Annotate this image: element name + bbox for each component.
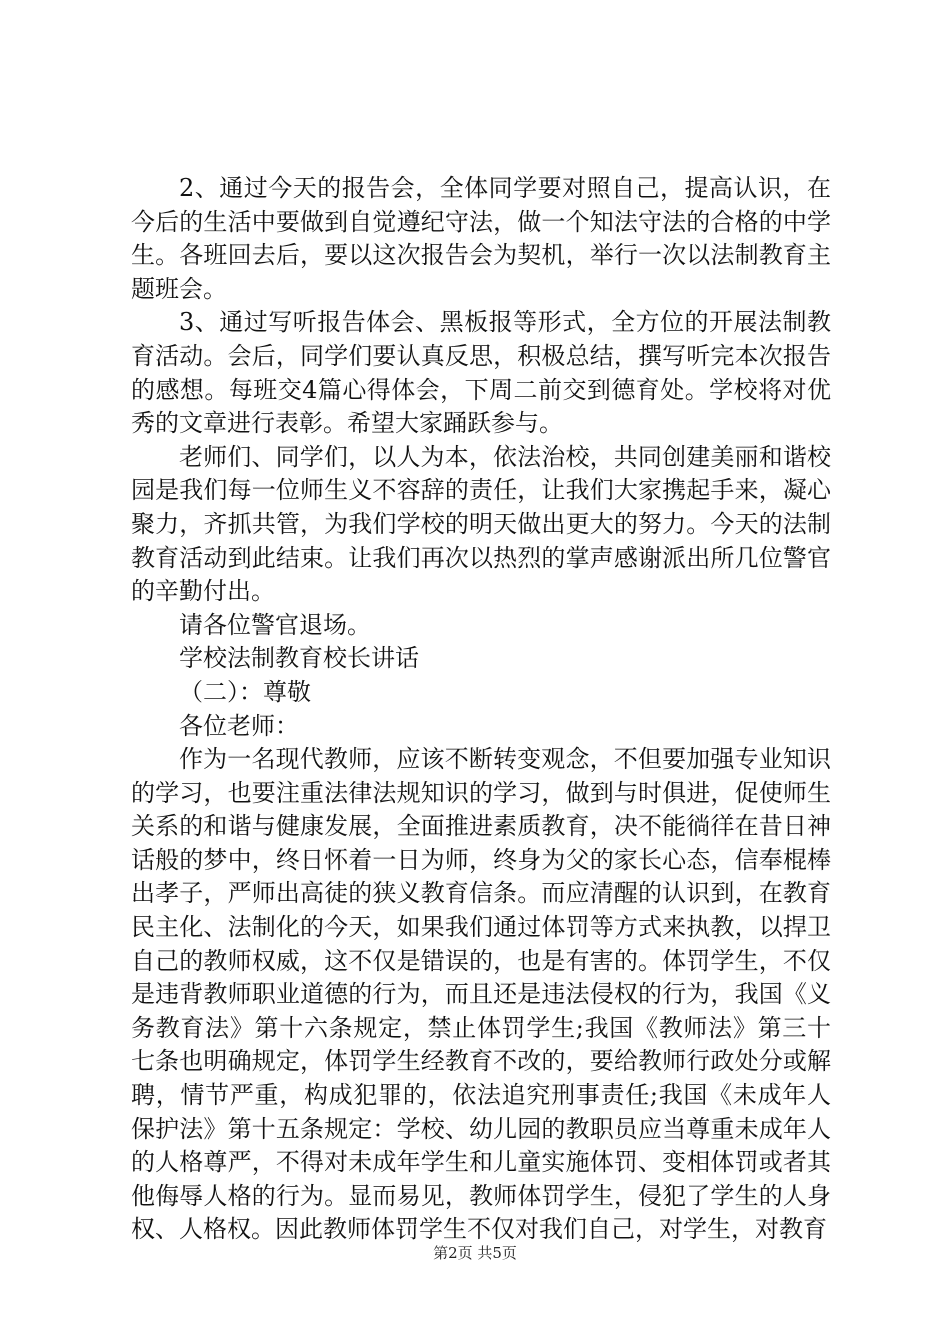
salutation: 各位老师： xyxy=(179,711,299,740)
paragraph-3: 老师们、同学们，以人为本，依法治校，共同创建美丽和谐校园是我们每一位师生义不容辞的责任，让我们大家携起手来，凝心聚力，齐抓共管，为我们学校的明天做出更大的努力。今天的法制教育活动到此结束。让我们再次以热烈的掌声感谢派出所几位警官的辛勤付出。 xyxy=(131,442,831,606)
paragraph-1: 2、通过今天的报告会，全体同学要对照自己，提高认识，在今后的生活中要做到自觉遵纪守法，做一个知法守法的合格的中学生。各班回去后，要以这次报告会为契机，举行一次以法制教育主题班会。 xyxy=(131,174,831,303)
section-title: 学校法制教育校长讲话 xyxy=(179,644,419,673)
page-footer: 第2页 共5页 xyxy=(433,1244,517,1262)
paragraph-body: 作为一名现代教师，应该不断转变观念，不但要加强专业知识的学习，也要注重法律法规知识的学习，做到与时俱进，促使师生关系的和谐与健康发展，全面推进素质教育，决不能徜徉在昔日神话般的梦中，终日怀着一日为师，终身为父的家长心态，信奉棍棒出孝子，严师出高徒的狭义教育信条。而应清醒的认识到，在教育民主化、法制化的今天，如果我们通过体罚等方式来执教，以捍卫自己的教师权威，这不仅是错误的，也是有害的。体罚学生，不仅是违背教师职业道德的行为，而且还是违法侵权的行为，我国《义务教育法》第十六条规定，禁止体罚学生;我国《教师法》第三十七条也明确规定，体罚学生经教育不改的，要给教师行政处分或解聘，情节严重，构成犯罪的，依法追究刑事责任;我国《未成年人保护法》第十五条规定：学校、幼儿园的教职员应当尊重未成年人的人格尊严，不得对未成年学生和儿童实施体罚、变相体罚或者其他侮辱人格的行为。显而易见，教师体罚学生，侵犯了学生的人身权、人格权。因此教师体罚学生不仅对我们自己，对学生，对教育 xyxy=(131,745,831,1244)
paragraph-2: 3、通过写听报告体会、黑板报等形式，全方位的开展法制教育活动。会后，同学们要认真反思，积极总结，撰写听完本次报告的感想。每班交4篇心得体会，下周二前交到德育处。学校将对优秀的文章进行表彰。希望大家踊跃参与。 xyxy=(131,308,831,438)
section-subtitle: （二）：尊敬 xyxy=(179,677,311,706)
paragraph-4: 请各位警官退场。 xyxy=(179,610,371,639)
document-body xyxy=(131,172,831,1247)
